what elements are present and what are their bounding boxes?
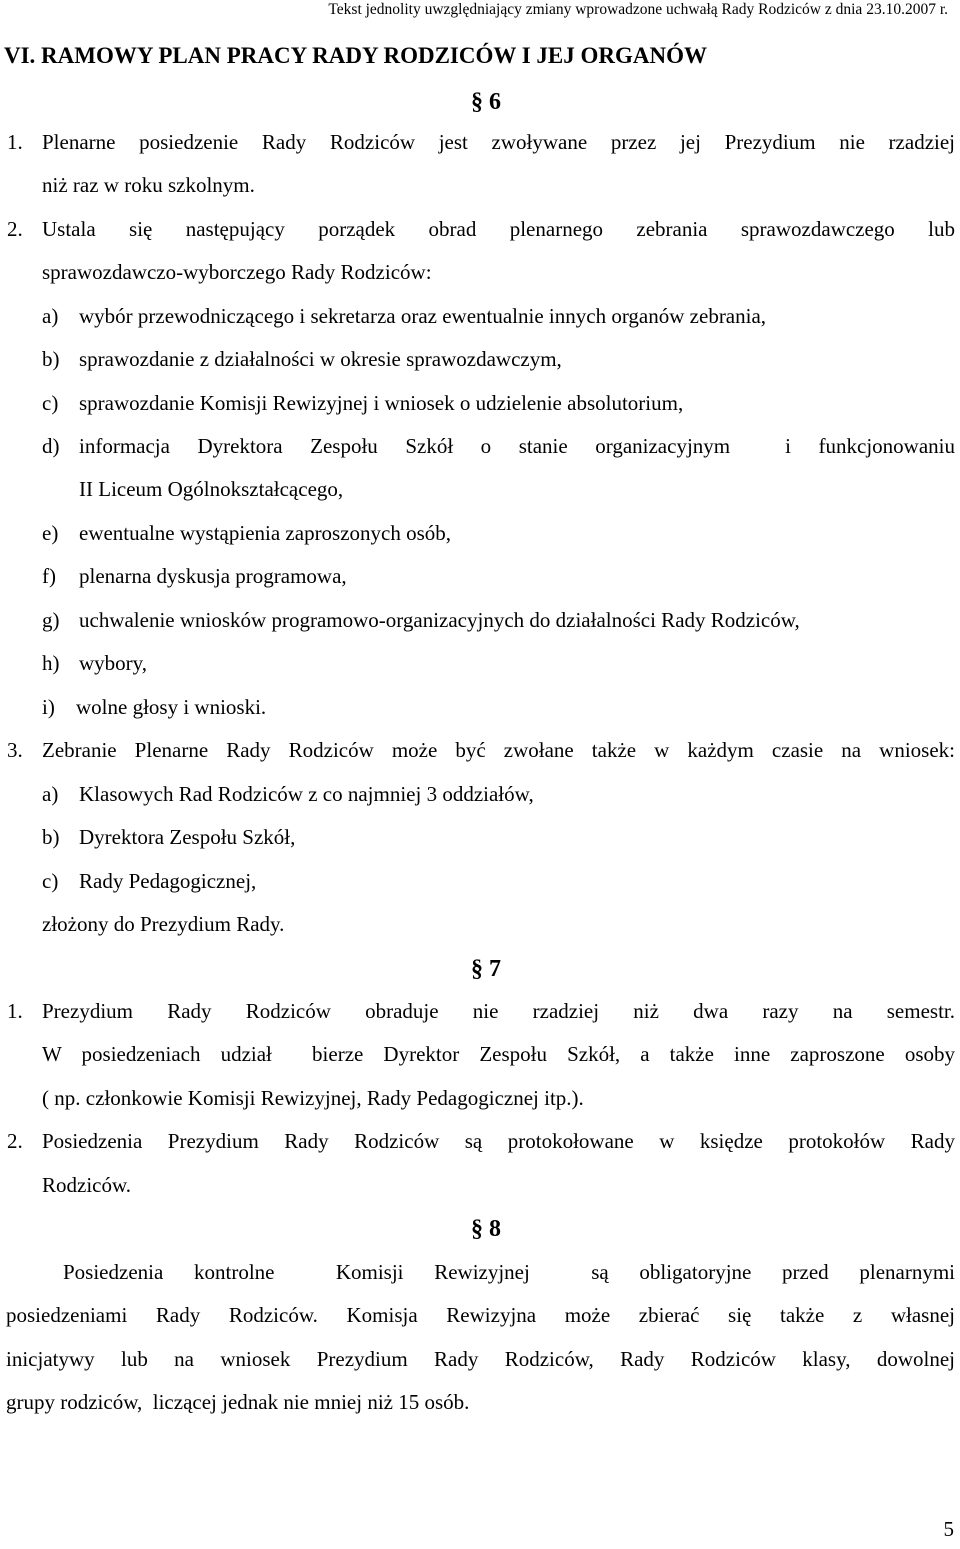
list-item-letter: d) — [42, 434, 60, 458]
paragraph-line: Plenarne posiedzenie Rady Rodziców jest zwoływane przez jej Prezydium nie rzadziej — [42, 130, 955, 154]
paragraph-line: W posiedzeniach udział bierze Dyrektor Zespołu Szkół, a także inne zaproszone osoby — [42, 1042, 955, 1066]
point-number: 1. — [7, 999, 23, 1023]
section-mark-6: § 6 — [471, 89, 501, 115]
chapter-title: VI. RAMOWY PLAN PRACY RADY RODZICÓW I JEJ ORGANÓW — [4, 43, 707, 68]
point-number: 1. — [7, 130, 23, 154]
list-item: wybór przewodniczącego i sekretarza oraz ewentualnie innych organów zebrania, — [79, 304, 767, 328]
list-item-letter: i) — [42, 695, 55, 719]
section-mark-7: § 7 — [471, 956, 501, 982]
page-number: 5 — [943, 1517, 954, 1541]
list-item-letter: b) — [42, 825, 60, 849]
list-item: wolne głosy i wnioski. — [76, 695, 267, 719]
paragraph-line: sprawozdawczo-wyborczego Rady Rodziców: — [42, 260, 432, 284]
list-item: Klasowych Rad Rodziców z co najmniej 3 oddziałów, — [79, 782, 534, 806]
paragraph-line: Rodziców. — [42, 1173, 132, 1197]
paragraph-line: Prezydium Rady Rodziców obraduje nie rzadziej niż dwa razy na semestr. — [42, 999, 955, 1023]
point-number: 2. — [7, 217, 23, 241]
paragraph-line: Zebranie Plenarne Rady Rodziców może być zwołane także w każdym czasie na wniosek: — [42, 738, 955, 762]
list-item-letter: g) — [42, 608, 60, 632]
header-note: Tekst jednolity uwzględniający zmiany wprowadzone uchwałą Rady Rodziców z dnia 23.10.2007 r. — [328, 1, 948, 18]
list-item-letter: e) — [42, 521, 59, 545]
list-item-letter: a) — [42, 782, 59, 806]
list-item-letter: f) — [42, 564, 56, 588]
list-item: Rady Pedagogicznej, — [79, 869, 257, 893]
list-item-letter: c) — [42, 391, 59, 415]
list-item: sprawozdanie z działalności w okresie sprawozdawczym, — [79, 347, 562, 371]
paragraph-line: posiedzeniami Rady Rodziców. Komisja Rewizyjna może zbierać się także z własnej — [6, 1303, 955, 1327]
list-item: sprawozdanie Komisji Rewizyjnej i wniosek o udzielenie absolutorium, — [79, 391, 684, 415]
paragraph-line: niż raz w roku szkolnym. — [42, 173, 255, 197]
list-item-continuation: II Liceum Ogólnokształcącego, — [79, 477, 344, 501]
list-item: Dyrektora Zespołu Szkół, — [79, 825, 296, 849]
section-mark-8: § 8 — [471, 1216, 501, 1242]
paragraph-line: grupy rodziców, liczącej jednak nie mniej niż 15 osób. — [6, 1390, 470, 1414]
closing-line: złożony do Prezydium Rady. — [42, 912, 285, 936]
list-item-letter: a) — [42, 304, 59, 328]
list-item: ewentualne wystąpienia zaproszonych osób, — [79, 521, 452, 545]
list-item-letter: c) — [42, 869, 59, 893]
paragraph-line: Ustala się następujący porządek obrad plenarnego zebrania sprawozdawczego lub — [42, 217, 955, 241]
point-number: 3. — [7, 738, 23, 762]
list-item: plenarna dyskusja programowa, — [79, 564, 347, 588]
paragraph-line: ( np. członkowie Komisji Rewizyjnej, Rady Pedagogicznej itp.). — [42, 1086, 584, 1110]
paragraph-line: Posiedzenia kontrolne Komisji Rewizyjnej są obligatoryjne przed plenarnymi — [63, 1260, 955, 1284]
list-item: informacja Dyrektora Zespołu Szkół o stanie organizacyjnym i funkcjonowaniu — [79, 434, 955, 458]
list-item-letter: h) — [42, 651, 60, 675]
paragraph-line: inicjatywy lub na wniosek Prezydium Rady Rodziców, Rady Rodziców klasy, dowolnej — [6, 1347, 955, 1371]
point-number: 2. — [7, 1129, 23, 1153]
list-item: uchwalenie wniosków programowo-organizacyjnych do działalności Rady Rodziców, — [79, 608, 800, 632]
list-item-letter: b) — [42, 347, 60, 371]
paragraph-line: Posiedzenia Prezydium Rady Rodziców są protokołowane w księdze protokołów Rady — [42, 1129, 955, 1153]
list-item: wybory, — [79, 651, 148, 675]
